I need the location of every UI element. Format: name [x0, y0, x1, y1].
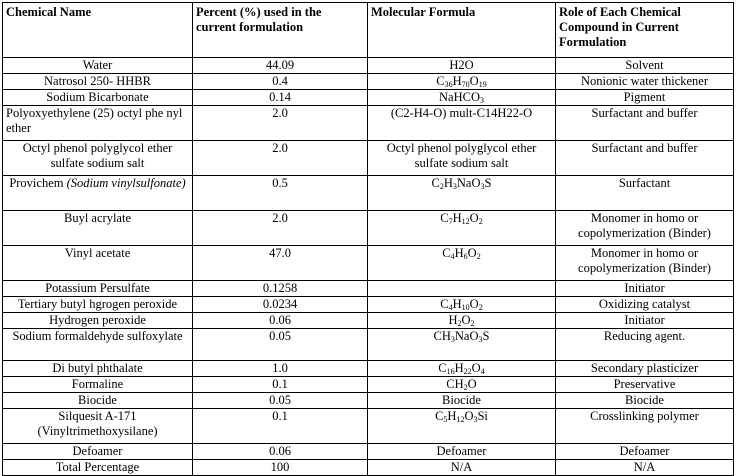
formula-text: $CH_3NaO_3S$	[433, 329, 490, 344]
formula-cell	[368, 281, 556, 297]
chemical-name-cell: Di butyl phthalate	[3, 361, 193, 377]
formula-text: $H_2O_2$	[448, 313, 475, 328]
role-cell: Surfactant	[556, 176, 734, 211]
table-row	[3, 90, 734, 106]
role-cell: Preservative	[556, 377, 734, 393]
percent-cell: 100	[193, 460, 368, 476]
table-row	[3, 393, 734, 409]
table-row	[3, 281, 734, 297]
formula-text: $CH_2O$	[446, 377, 477, 392]
role-cell: N/A	[556, 460, 734, 476]
header-chemical-name: Chemical Name	[3, 3, 193, 58]
header-molecular-formula: Molecular Formula	[368, 3, 556, 58]
formula-text: $C_{36}H_{70}O_{19}$	[436, 74, 487, 89]
table-row	[3, 313, 734, 329]
formula-cell: Octyl phenol polyglycol ether sulfate sodium salt	[368, 141, 556, 176]
percent-cell: 0.05	[193, 393, 368, 409]
formula-text: $C_4H_{10}O_2$	[440, 297, 483, 312]
percent-cell: 44.09	[193, 58, 368, 74]
formula-cell: N/A	[368, 460, 556, 476]
percent-cell: 0.4	[193, 74, 368, 90]
chemical-name-cell: Sodium formaldehyde sulfoxylate	[3, 329, 193, 361]
role-cell: Monomer in homo or copolymerization (Binder)	[556, 246, 734, 281]
role-cell: Reducing agent.	[556, 329, 734, 361]
percent-cell: 2.0	[193, 211, 368, 246]
formula-cell	[368, 313, 556, 329]
role-cell: Defoamer	[556, 444, 734, 460]
table-row	[3, 329, 734, 361]
role-cell: Pigment	[556, 90, 734, 106]
chemical-name-cell: Vinyl acetate	[3, 246, 193, 281]
role-cell: Surfactant and buffer	[556, 106, 734, 141]
formula-cell	[368, 211, 556, 246]
chemical-name-cell: Tertiary butyl hgrogen peroxide	[3, 297, 193, 313]
formula-cell	[368, 361, 556, 377]
header-role: Role of Each Chemical Compound in Current Formulation	[556, 3, 734, 58]
formula-cell	[368, 377, 556, 393]
header-percent: Percent (%) used in the current formulation	[193, 3, 368, 58]
table-row	[3, 106, 734, 141]
percent-cell: 0.14	[193, 90, 368, 106]
formula-cell: H2O	[368, 58, 556, 74]
formula-cell	[368, 409, 556, 444]
chemical-name-cell: Biocide	[3, 393, 193, 409]
chemical-name-cell: Formaline	[3, 377, 193, 393]
role-cell: Solvent	[556, 58, 734, 74]
chemical-name-cell: Potassium Persulfate	[3, 281, 193, 297]
role-cell: Initiator	[556, 281, 734, 297]
role-cell: Biocide	[556, 393, 734, 409]
table-row	[3, 74, 734, 90]
chemical-name-italic-text: (Sodium vinylsulfonate)	[66, 176, 186, 190]
formula-cell	[368, 246, 556, 281]
role-cell: Nonionic water thickener	[556, 74, 734, 90]
formula-text: $C_2H_3NaO_3S$	[431, 176, 492, 191]
percent-cell: 1.0	[193, 361, 368, 377]
table-row	[3, 361, 734, 377]
percent-cell: 0.1258	[193, 281, 368, 297]
formula-text: $C_4H_6O_2$	[442, 246, 481, 261]
percent-cell: 0.1	[193, 377, 368, 393]
table-row	[3, 444, 734, 460]
chemical-name-cell: Natrosol 250- HHBR	[3, 74, 193, 90]
table-row	[3, 409, 734, 444]
formula-cell	[368, 329, 556, 361]
table-row	[3, 377, 734, 393]
role-cell: Initiator	[556, 313, 734, 329]
table-row	[3, 176, 734, 211]
percent-cell: 0.0234	[193, 297, 368, 313]
formula-text: NaHCO$_3$	[439, 90, 484, 105]
formula-cell	[368, 74, 556, 90]
table-row	[3, 297, 734, 313]
role-cell: Oxidizing catalyst	[556, 297, 734, 313]
formula-cell: (C2-H4-O) mult-C14H22-O	[368, 106, 556, 141]
chemical-name-cell: Defoamer	[3, 444, 193, 460]
percent-cell: 2.0	[193, 106, 368, 141]
percent-cell: 0.06	[193, 444, 368, 460]
percent-cell: 0.1	[193, 409, 368, 444]
role-cell: Monomer in homo or copolymerization (Binder)	[556, 211, 734, 246]
table-row	[3, 141, 734, 176]
table-row	[3, 246, 734, 281]
table-row	[3, 211, 734, 246]
table-header-row	[3, 3, 734, 58]
formulation-table	[2, 2, 734, 476]
formula-cell	[368, 176, 556, 211]
table-row	[3, 58, 734, 74]
percent-cell: 0.05	[193, 329, 368, 361]
formula-cell: Biocide	[368, 393, 556, 409]
role-cell: Surfactant and buffer	[556, 141, 734, 176]
chemical-name-cell	[3, 176, 193, 211]
chemical-name-cell: Octyl phenol polyglycol ether sulfate sodium salt	[3, 141, 193, 176]
chemical-name-cell: Water	[3, 58, 193, 74]
chemical-name-cell: Polyoxyethylene (25) octyl phe nyl ether	[3, 106, 193, 141]
chemical-name-cell: Sodium Bicarbonate	[3, 90, 193, 106]
percent-cell: 47.0	[193, 246, 368, 281]
chemical-name-cell: Hydrogen peroxide	[3, 313, 193, 329]
role-cell: Crosslinking polymer	[556, 409, 734, 444]
role-cell: Secondary plasticizer	[556, 361, 734, 377]
formula-cell	[368, 90, 556, 106]
percent-cell: 2.0	[193, 141, 368, 176]
formula-cell	[368, 297, 556, 313]
chemical-name-cell: Total Percentage	[3, 460, 193, 476]
chemical-name-cell: Silquesit A-171 (Vinyltrimethoxysilane)	[3, 409, 193, 444]
percent-cell: 0.06	[193, 313, 368, 329]
formula-cell: Defoamer	[368, 444, 556, 460]
table-row	[3, 460, 734, 476]
formula-text: $C_{16}H_{22}O_4$	[438, 361, 485, 376]
chemical-name-text: Provichem	[9, 176, 64, 190]
chemical-name-cell: Buyl acrylate	[3, 211, 193, 246]
formula-text: $C_5H_{12}O_3Si$	[435, 409, 488, 424]
formula-text: $C_7H_{12}O_2$	[440, 211, 483, 226]
percent-cell: 0.5	[193, 176, 368, 211]
